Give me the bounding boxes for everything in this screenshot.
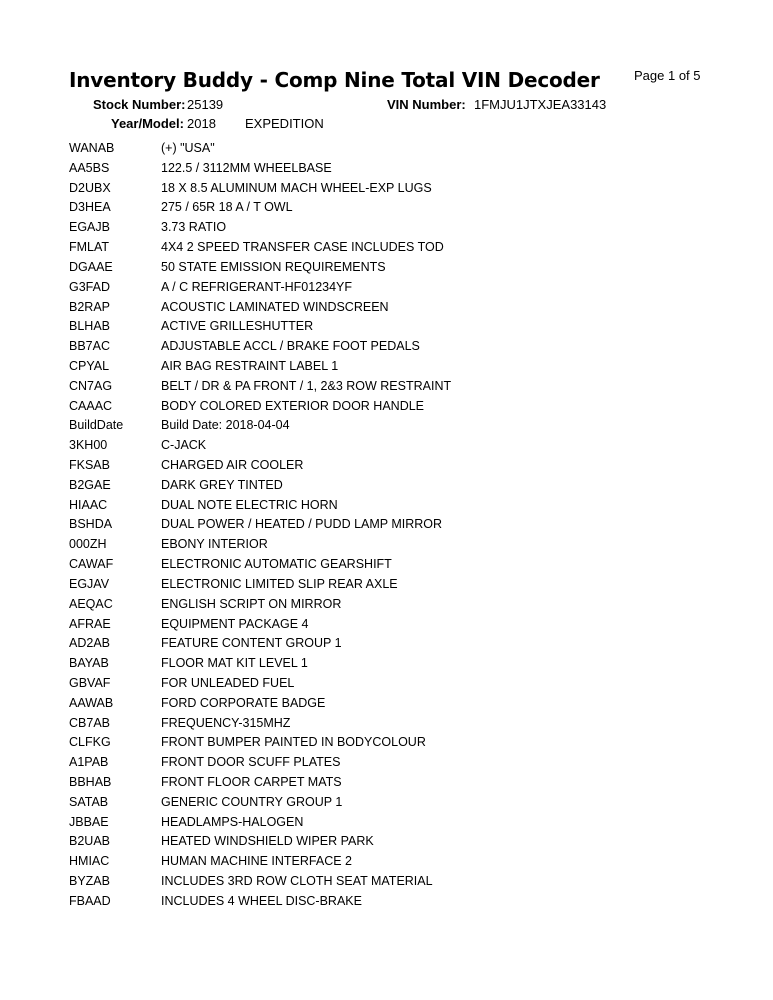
option-description: INCLUDES 3RD ROW CLOTH SEAT MATERIAL: [161, 874, 433, 889]
option-code: D3HEA: [69, 200, 111, 215]
option-code: AFRAE: [69, 616, 111, 631]
option-description: AIR BAG RESTRAINT LABEL 1: [161, 358, 339, 373]
code-row: [69, 753, 451, 773]
option-code-list: [69, 139, 451, 912]
code-row: [69, 337, 451, 357]
option-description: HEADLAMPS-HALOGEN: [161, 814, 304, 829]
option-description: 3.73 RATIO: [161, 220, 227, 235]
vin-number-label: [387, 97, 466, 112]
option-code: EGJAV: [69, 576, 110, 591]
option-code: BuildDate: [69, 418, 124, 433]
option-description: 18 X 8.5 ALUMINUM MACH WHEEL-EXP LUGS: [161, 180, 432, 195]
option-code: BB7AC: [69, 339, 110, 354]
option-code: D2UBX: [69, 180, 111, 195]
option-code: CB7AB: [69, 715, 110, 730]
code-row: [69, 397, 451, 417]
option-description: ADJUSTABLE ACCL / BRAKE FOOT PEDALS: [161, 339, 420, 354]
code-row: [69, 615, 451, 635]
option-code: FBAAD: [69, 893, 111, 908]
option-description: ELECTRONIC LIMITED SLIP REAR AXLE: [161, 576, 398, 591]
option-code: CAWAF: [69, 557, 114, 572]
option-description: CHARGED AIR COOLER: [161, 458, 304, 472]
option-description: BELT / DR & PA FRONT / 1, 2&3 ROW RESTRAINT: [161, 378, 452, 393]
option-code: AAWAB: [69, 695, 114, 710]
option-description: FEATURE CONTENT GROUP 1: [161, 636, 342, 651]
code-row: [69, 238, 451, 258]
code-row: [69, 416, 451, 436]
code-row: [69, 773, 451, 793]
code-row: [69, 575, 451, 595]
code-row: [69, 317, 451, 337]
option-description: C-JACK: [161, 438, 207, 453]
option-description: INCLUDES 4 WHEEL DISC-BRAKE: [161, 893, 362, 908]
code-row: [69, 436, 451, 456]
option-code: SATAB: [69, 794, 109, 809]
option-code: B2RAP: [69, 299, 110, 314]
option-description: FORD CORPORATE BADGE: [161, 695, 326, 710]
code-row: [69, 515, 451, 535]
option-code: AA5BS: [69, 160, 110, 175]
code-row: [69, 674, 451, 694]
model-value: EXPEDITION: [245, 116, 324, 131]
option-code: CLFKG: [69, 735, 111, 750]
code-row: [69, 813, 451, 833]
code-row: [69, 377, 451, 397]
option-description: ENGLISH SCRIPT ON MIRROR: [161, 596, 342, 611]
option-code: HMIAC: [69, 854, 110, 869]
code-row: [69, 595, 451, 615]
code-row: [69, 476, 451, 496]
option-description: FRONT BUMPER PAINTED IN BODYCOLOUR: [161, 735, 426, 750]
vin-number-value: 1FMJU1JTXJEA33143: [474, 97, 607, 112]
option-description: FLOOR MAT KIT LEVEL 1: [161, 656, 308, 671]
code-row: [69, 714, 451, 734]
option-code: HIAAC: [69, 497, 108, 512]
option-code: B2UAB: [69, 834, 110, 849]
option-description: DUAL NOTE ELECTRIC HORN: [161, 497, 338, 512]
code-row: [69, 298, 451, 318]
option-description: EQUIPMENT PACKAGE 4: [161, 616, 309, 631]
code-row: [69, 654, 451, 674]
option-code: 000ZH: [69, 537, 107, 552]
option-description: ACTIVE GRILLESHUTTER: [161, 319, 314, 334]
year-value: 2018: [187, 116, 216, 131]
option-code: BSHDA: [69, 517, 113, 532]
option-code: A1PAB: [69, 755, 109, 770]
code-row: [69, 198, 451, 218]
option-code: CN7AG: [69, 378, 113, 393]
option-code: FKSAB: [69, 458, 110, 472]
option-code: AD2AB: [69, 636, 110, 651]
code-row: [69, 852, 451, 872]
option-code: BAYAB: [69, 656, 109, 671]
code-row: [69, 872, 451, 892]
option-code: EGAJB: [69, 220, 110, 235]
code-row: [69, 832, 451, 852]
vin-number-label-text: VIN Number:: [387, 97, 466, 112]
code-row: [69, 139, 451, 159]
option-code: CPYAL: [69, 358, 110, 373]
option-description: FRONT FLOOR CARPET MATS: [161, 775, 342, 789]
year-model-label: [111, 116, 184, 131]
option-description: A / C REFRIGERANT-HF01234YF: [161, 279, 353, 294]
code-row: [69, 733, 451, 753]
option-description: ELECTRONIC AUTOMATIC GEARSHIFT: [161, 557, 392, 572]
option-code: BBHAB: [69, 775, 112, 789]
year-model-label-text: Year/Model:: [111, 116, 184, 131]
option-code: B2GAE: [69, 477, 111, 492]
stock-number-value: 25139: [187, 97, 224, 112]
option-description: GENERIC COUNTRY GROUP 1: [161, 794, 343, 809]
option-code: DGAAE: [69, 259, 113, 274]
option-code: GBVAF: [69, 675, 111, 690]
code-row: [69, 159, 451, 179]
option-description: HUMAN MACHINE INTERFACE 2: [161, 854, 352, 869]
option-code: CAAAC: [69, 398, 113, 413]
document-title: Inventory Buddy - Comp Nine Total VIN Decoder: [69, 68, 600, 92]
code-row: [69, 278, 451, 298]
code-row: [69, 258, 451, 278]
option-description: Build Date: 2018-04-04: [161, 418, 290, 433]
option-description: 275 / 65R 18 A / T OWL: [161, 200, 293, 215]
option-code: FMLAT: [69, 240, 110, 255]
stock-number-label: [93, 97, 185, 112]
code-row: [69, 179, 451, 199]
option-description: DUAL POWER / HEATED / PUDD LAMP MIRROR: [161, 517, 443, 532]
option-description: FRONT DOOR SCUFF PLATES: [161, 755, 341, 770]
stock-number-label-text: Stock Number:: [93, 97, 186, 112]
option-code: WANAB: [69, 141, 115, 155]
code-row: [69, 496, 451, 516]
option-description: FOR UNLEADED FUEL: [161, 675, 295, 690]
option-description: (+) "USA": [161, 141, 215, 155]
option-code: G3FAD: [69, 279, 110, 294]
option-description: HEATED WINDSHIELD WIPER PARK: [161, 834, 374, 849]
option-description: EBONY INTERIOR: [161, 537, 268, 552]
code-row: [69, 535, 451, 555]
option-code: AEQAC: [69, 596, 113, 611]
option-description: BODY COLORED EXTERIOR DOOR HANDLE: [161, 398, 425, 413]
option-description: FREQUENCY-315MHZ: [161, 715, 291, 730]
option-description: 50 STATE EMISSION REQUIREMENTS: [161, 259, 386, 274]
code-row: [69, 218, 451, 238]
option-description: ACOUSTIC LAMINATED WINDSCREEN: [161, 299, 389, 314]
code-row: [69, 357, 451, 377]
code-row: [69, 793, 451, 813]
option-code: JBBAE: [69, 814, 109, 829]
option-description: 4X4 2 SPEED TRANSFER CASE INCLUDES TOD: [161, 240, 444, 255]
option-description: DARK GREY TINTED: [161, 477, 283, 492]
code-row: [69, 634, 451, 654]
code-row: [69, 694, 451, 714]
code-row: [69, 555, 451, 575]
code-row: [69, 892, 451, 912]
option-code: BLHAB: [69, 319, 110, 334]
code-row: [69, 456, 451, 476]
option-code: BYZAB: [69, 874, 110, 889]
option-code: 3KH00: [69, 438, 108, 453]
page-number: Page 1 of 5: [634, 68, 701, 83]
option-description: 122.5 / 3112MM WHEELBASE: [161, 160, 332, 175]
